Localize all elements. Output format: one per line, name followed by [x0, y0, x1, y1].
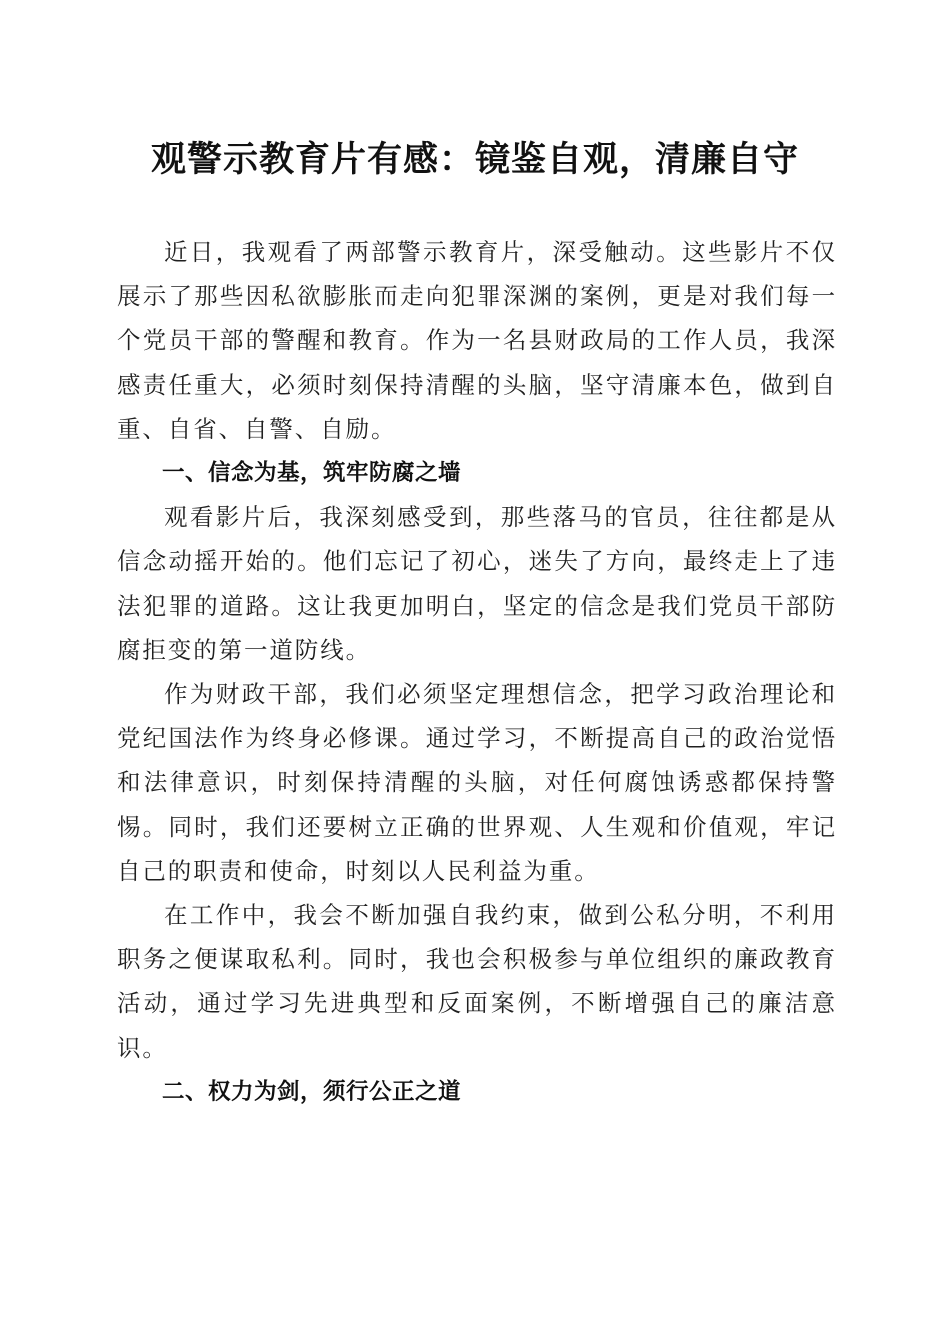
section-heading-2: 二、权力为剑，须行公正之道 — [162, 1078, 462, 1105]
section-1-paragraph-2: 作为财政干部，我们必须坚定理想信念，把学习政治理论和党纪国法作为终身必修课。通过学习，不断提高自己的政治觉悟和法律意识，时刻保持清醒的头脑，对任何腐蚀诱惑都保持警惕。同时，我们还要树立正确的世界观、人生观和价值观，牢记自己的职责和使命，时刻以人民利益为重。 — [117, 680, 837, 885]
intro-paragraph: 近日，我观看了两部警示教育片，深受触动。这些影片不仅展示了那些因私欲膨胀而走向犯罪深渊的案例，更是对我们每一个党员干部的警醒和教育。作为一名县财政局的工作人员，我深感责任重大，必须时刻保持清醒的头脑，坚守清廉本色，做到自重、自省、自警、自励。 — [117, 238, 837, 443]
page-title: 观警示教育片有感：镜鉴自观，清廉自守 — [150, 139, 799, 180]
section-1-paragraph-1: 观看影片后，我深刻感受到，那些落马的官员，往往都是从信念动摇开始的。他们忘记了初心，迷失了方向，最终走上了违法犯罪的道路。这让我更加明白，坚定的信念是我们党员干部防腐拒变的第一道防线。 — [117, 503, 837, 664]
section-1-paragraph-3: 在工作中，我会不断加强自我约束，做到公私分明，不利用职务之便谋取私利。同时，我也会积极参与单位组织的廉政教育活动，通过学习先进典型和反面案例，不断增强自己的廉洁意识。 — [117, 901, 837, 1062]
document-body — [117, 230, 837, 1114]
section-heading-1: 一、信念为基，筑牢防腐之墙 — [162, 460, 462, 487]
